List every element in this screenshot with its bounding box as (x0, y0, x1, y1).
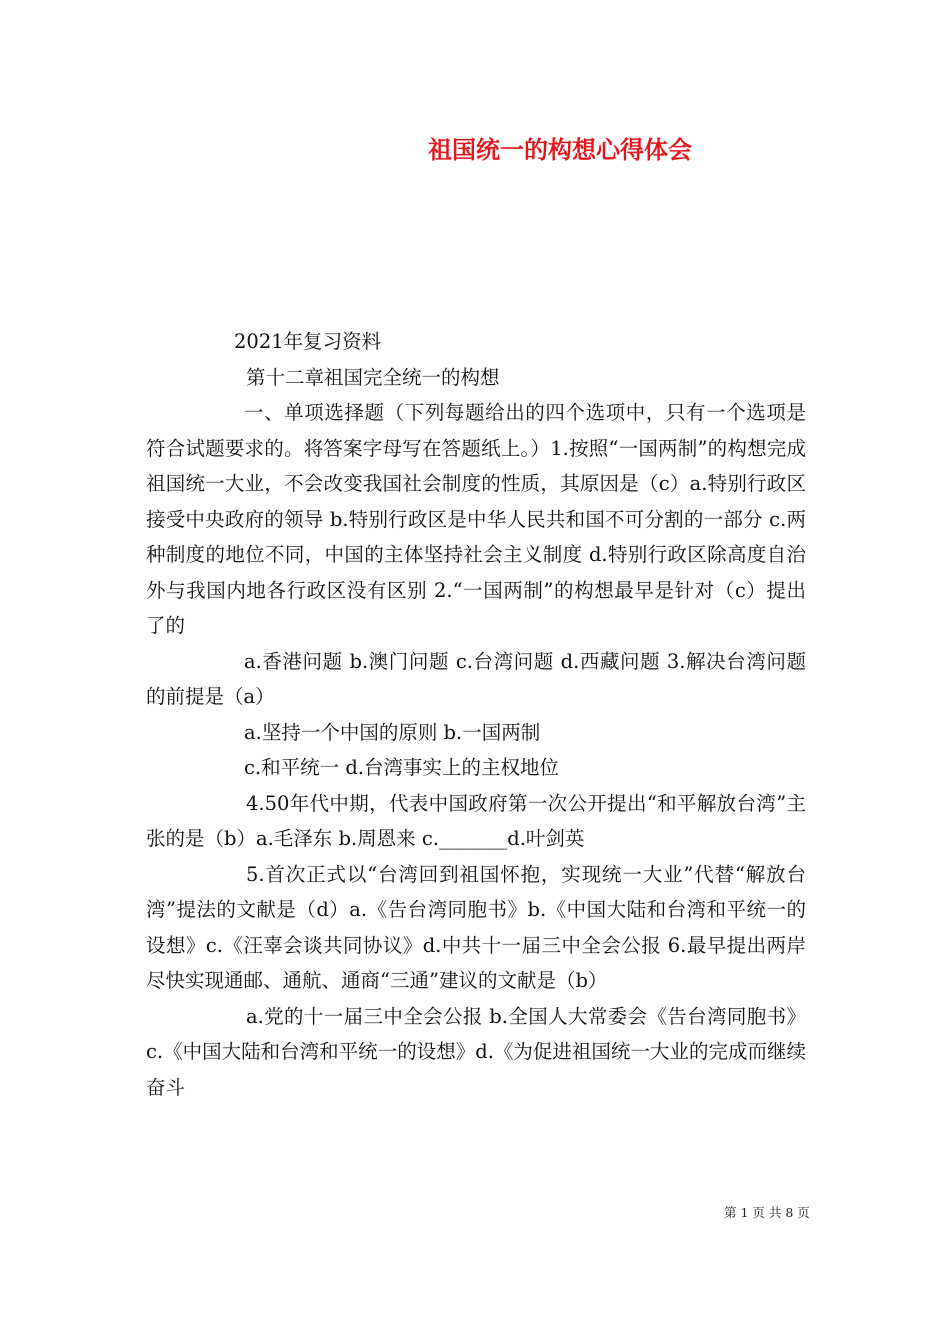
paragraph-options-6: a.党的十一届三中全会公报 b.全国人大常委会《告台湾同胞书》c.《中国大陆和台湾和平统一的设想》d.《为促进祖国统一大业的完成而继续奋斗 (146, 1004, 806, 1099)
paragraph-chapter-heading: 第十二章祖国完全统一的构想 (246, 365, 500, 389)
paragraph-options-3a: a.坚持一个中国的原则 b.一国两制 (244, 720, 541, 744)
paragraph-options-3c: c.和平统一 d.台湾事实上的主权地位 (244, 756, 559, 779)
document-body (146, 324, 806, 1105)
paragraph-section-one: 一、单项选择题（下列每题给出的四个选项中，只有一个选项是符合试题要求的。将答案字母写在答题纸上。）1.按照“一国两制”的构想完成祖国统一大业，不会改变我国社会制度的性质，其原因是（c）a.特别行政区接受中央政府的领导 b.特别行政区是中华人民共和国不可分割的一部分 c.两种制度的地位不同，中国的主体坚持社会主义制度 d.特别行政区除高度自治外与我国内地各行政区没有区别 2.“一国两制”的构想最早是针对（c）提出了的 (146, 401, 806, 637)
page-number-footer: 第 1 页 共 8 页 (724, 1205, 810, 1220)
paragraph-review-material: 2021年复习资料 (234, 330, 382, 353)
document-title: 祖国统一的构想心得体会 (428, 135, 692, 164)
paragraph-question-3: a.香港问题 b.澳门问题 c.台湾问题 d.西藏问题 3.解决台湾问题的前提是（a） (146, 649, 806, 708)
paragraph-question-5: 5.首次正式以“台湾回到祖国怀抱，实现统一大业”代替“解放台湾”提法的文献是（d）a.《告台湾同胞书》b.《中国大陆和台湾和平统一的设想》c.《汪辜会谈共同协议》d.中共十一届三中全会公报 6.最早提出两岸尽快实现通邮、通航、通商“三通”建议的文献是（b） (146, 862, 806, 992)
paragraph-question-4: 4.50年代中期，代表中国政府第一次公开提出“和平解放台湾”主张的是（b）a.毛泽东 b.周恩来 c._______d.叶剑英 (146, 791, 806, 850)
